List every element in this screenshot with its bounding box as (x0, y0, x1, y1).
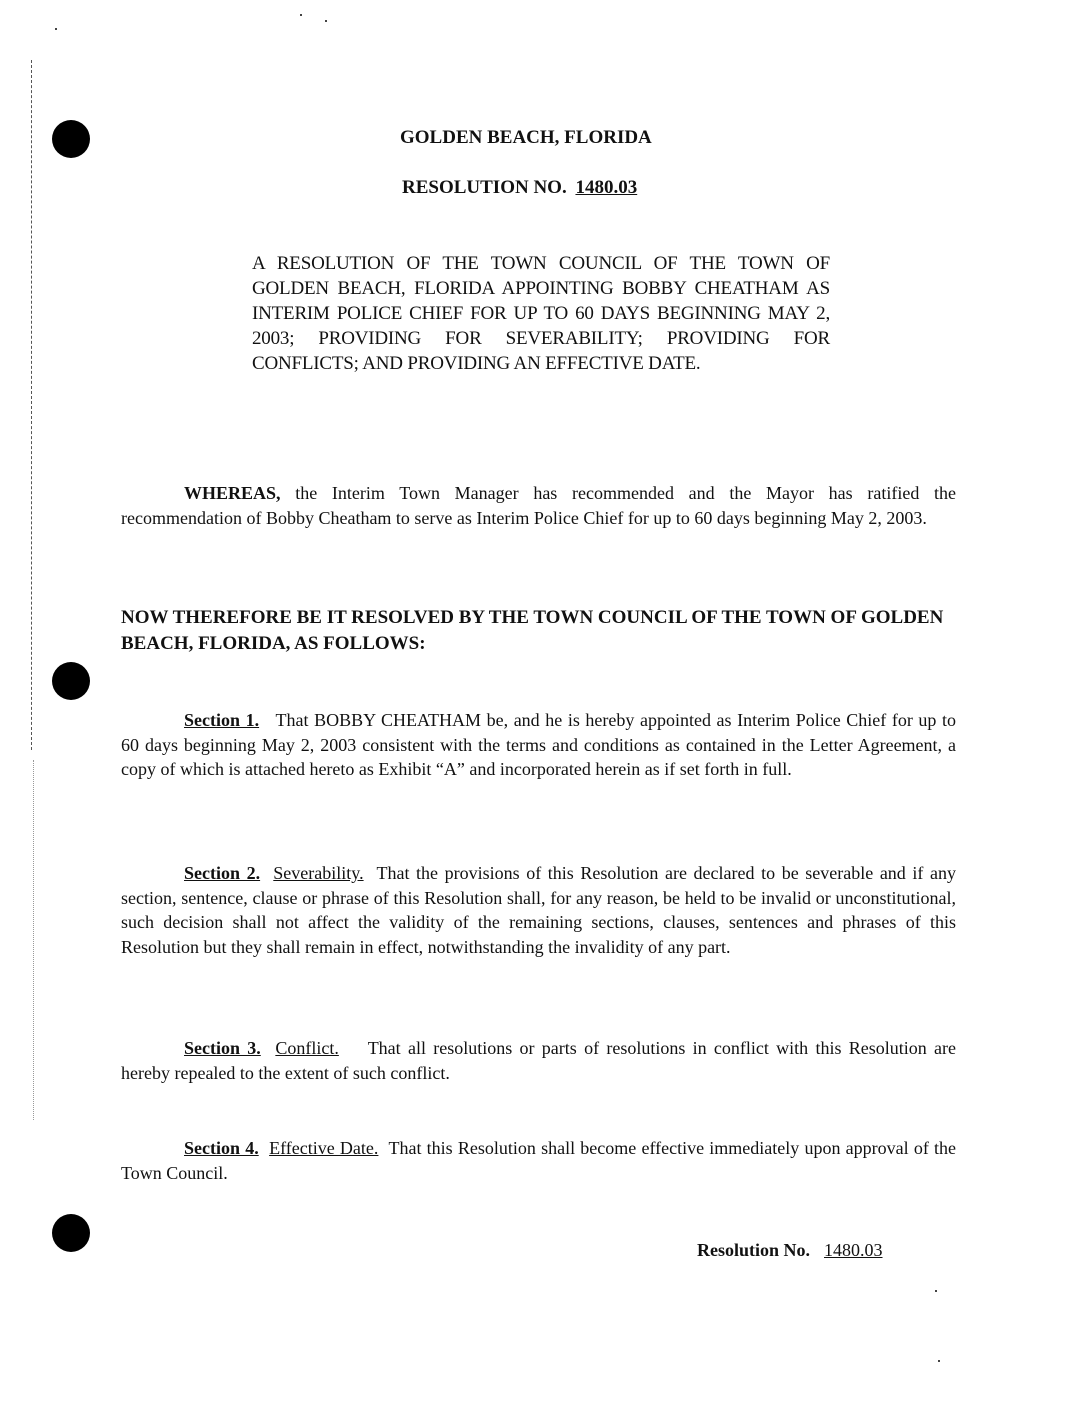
resolution-number: 1480.03 (575, 177, 638, 198)
section-text: That BOBBY CHEATHAM be, and he is hereby appointed as Interim Police Chief for up to 60 days beginning May 2, 2003 consistent with the terms and conditions as contained in the Letter Agreement, a copy of which is attached hereto as Exhibit “A” and incorporated herein as if set forth in full. (121, 710, 956, 779)
whereas-clause (121, 481, 956, 530)
scan-speck (938, 1360, 940, 1362)
section-text: That this Resolution shall become effective immediately upon approval of the Town Council. (121, 1138, 957, 1183)
section-1 (121, 708, 956, 782)
punch-hole (52, 120, 90, 158)
scan-speck (55, 28, 57, 30)
resolution-preamble: A RESOLUTION OF THE TOWN COUNCIL OF THE TOWN OF GOLDEN BEACH, FLORIDA APPOINTING BOBBY CHEATHAM AS INTERIM POLICE CHIEF FOR UP TO 60 DAYS BEGINNING MAY 2, 2003; PROVIDING FOR SEVERABILITY; PROVIDING FOR CONFLICTS; AND PROVIDING AN EFFECTIVE DATE. (252, 253, 830, 374)
section-label: Section 4. (184, 1138, 259, 1158)
scan-margin-line (33, 760, 34, 1120)
section-4 (121, 1136, 956, 1185)
section-text: That all resolutions or parts of resolutions in conflict with this Resolution are hereby repealed to the extent of such conflict. (121, 1038, 957, 1083)
section-heading: Effective Date. (269, 1138, 379, 1158)
resolution-heading (402, 177, 641, 199)
section-text: That the provisions of this Resolution are declared to be severable and if any section, sentence, clause or phrase of this Resolution shall, for any reason, be held to be invalid or unconstitutional, such decision shall not affect the validity of the remaining sections, clauses, sentences and phrases of this Resolution but they shall remain in effect, notwithstanding the invalidity of any part. (121, 863, 956, 957)
section-3 (121, 1036, 956, 1085)
scan-margin-line (31, 60, 32, 750)
punch-hole (52, 1214, 90, 1252)
resolved-clause: NOW THEREFORE BE IT RESOLVED BY THE TOWN COUNCIL OF THE TOWN OF GOLDEN BEACH, FLORIDA, AS FOLLOWS: (121, 607, 944, 654)
whereas-lead: WHEREAS, (184, 483, 281, 503)
resolution-label: RESOLUTION NO. (402, 177, 567, 198)
section-label: Section 3. (184, 1038, 261, 1058)
footer-label: Resolution No. (697, 1240, 811, 1260)
footer-resolution-number (697, 1240, 897, 1261)
section-label: Section 1. (184, 710, 260, 730)
section-heading: Conflict. (275, 1038, 339, 1058)
scan-speck (935, 1290, 937, 1292)
whereas-text: the Interim Town Manager has recommended and the Mayor has ratified the recommendation of Bobby Cheatham to serve as Interim Police Chief for up to 60 days beginning May 2, 2003. (121, 483, 956, 528)
section-label: Section 2. (184, 863, 261, 883)
scan-speck (300, 14, 302, 16)
punch-hole (52, 662, 90, 700)
scan-speck (325, 20, 327, 22)
section-2 (121, 861, 956, 959)
footer-number: 1480.03 (824, 1240, 883, 1260)
town-title: GOLDEN BEACH, FLORIDA (400, 127, 652, 148)
section-heading: Severability. (273, 863, 364, 883)
